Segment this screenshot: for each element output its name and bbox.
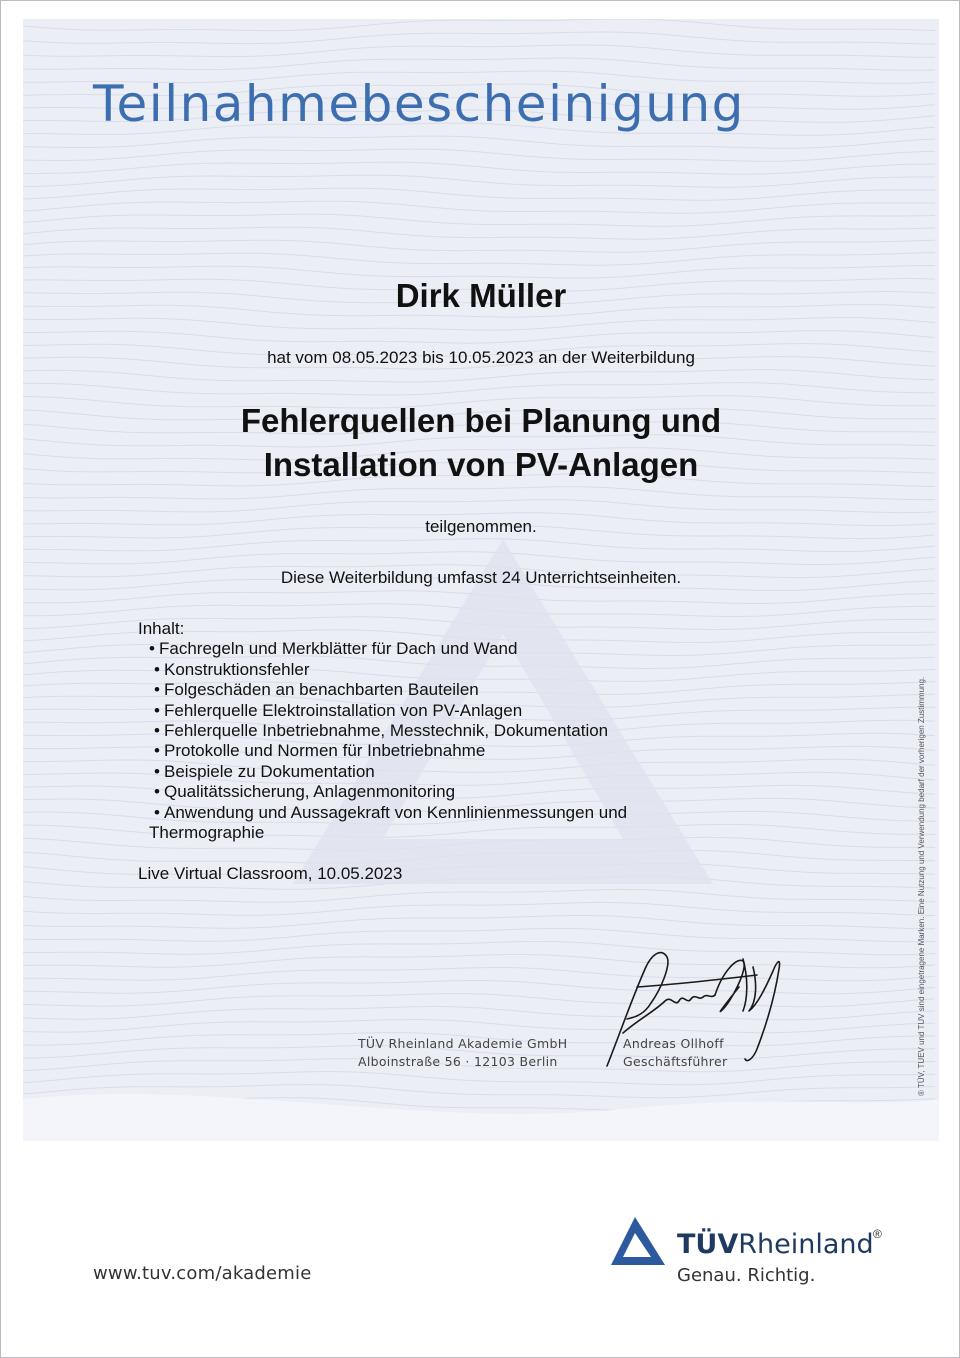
location-date: Live Virtual Classroom, 10.05.2023 bbox=[138, 864, 403, 883]
course-title bbox=[1, 399, 960, 487]
content-item: • Fehlerquelle Elektroinstallation von PV-Anlagen bbox=[154, 700, 523, 720]
organization-name: TÜV Rheinland Akademie GmbH bbox=[358, 1036, 568, 1051]
content-item: • Protokolle und Normen für Inbetriebnahme bbox=[154, 741, 486, 761]
logo-slogan: Genau. Richtig. bbox=[677, 1265, 816, 1286]
content-item: • Beispiele zu Dokumentation bbox=[154, 761, 375, 781]
signer-name: Andreas Ollhoff bbox=[623, 1036, 724, 1051]
content-item: • Fehlerquelle Inbetriebnahme, Messtechnik, Dokumentation bbox=[154, 721, 609, 741]
content-item: • Konstruktionsfehler bbox=[154, 659, 310, 679]
signer-info bbox=[623, 1035, 727, 1071]
content-item: • Folgeschäden an benachbarten Bauteilen bbox=[154, 680, 479, 700]
logo-wordmark: TÜVRheinland bbox=[677, 1229, 874, 1260]
trademark-notice: ® TÜV, TUEV und TUV sind eingetragene Marken. Eine Nutzung und Verwendung bedarf der vorherigen Zustimmung. bbox=[917, 676, 926, 1096]
organization-address: Alboinstraße 56 · 12103 Berlin bbox=[358, 1054, 558, 1069]
participant-name: Dirk Müller bbox=[395, 277, 567, 314]
teaching-units-text: Diese Weiterbildung umfasst 24 Unterrichtseinheiten. bbox=[280, 568, 682, 587]
tuv-rheinland-logo bbox=[611, 1215, 901, 1295]
certificate-title: Teilnahmebescheinigung bbox=[93, 75, 745, 133]
content-item-continuation: Thermographie bbox=[149, 823, 265, 843]
course-contents bbox=[138, 619, 627, 843]
content-item: • Fachregeln und Merkblätter für Dach und Wand bbox=[149, 639, 518, 659]
triangle-logo-icon bbox=[611, 1215, 667, 1267]
content-item: • Anwendung und Aussagekraft von Kennlinienmessungen und bbox=[154, 802, 628, 822]
signer-role: Geschäftsführer bbox=[623, 1054, 728, 1069]
content-item: • Qualitätssicherung, Anlagenmonitoring bbox=[154, 782, 456, 802]
issuer-info bbox=[358, 1035, 567, 1071]
attendance-period-text: hat vom 08.05.2023 bis 10.05.2023 an der Weiterbildung bbox=[267, 348, 695, 367]
participated-text: teilgenommen. bbox=[425, 517, 537, 536]
registered-mark: ® bbox=[873, 1227, 882, 1241]
content-heading: Inhalt: bbox=[138, 619, 185, 638]
content-list bbox=[138, 639, 627, 843]
course-title-line-1: Fehlerquellen bei Planung und bbox=[240, 402, 722, 439]
website-link: www.tuv.com/akademie bbox=[93, 1263, 312, 1284]
course-title-line-2: Installation von PV-Anlagen bbox=[263, 446, 699, 483]
